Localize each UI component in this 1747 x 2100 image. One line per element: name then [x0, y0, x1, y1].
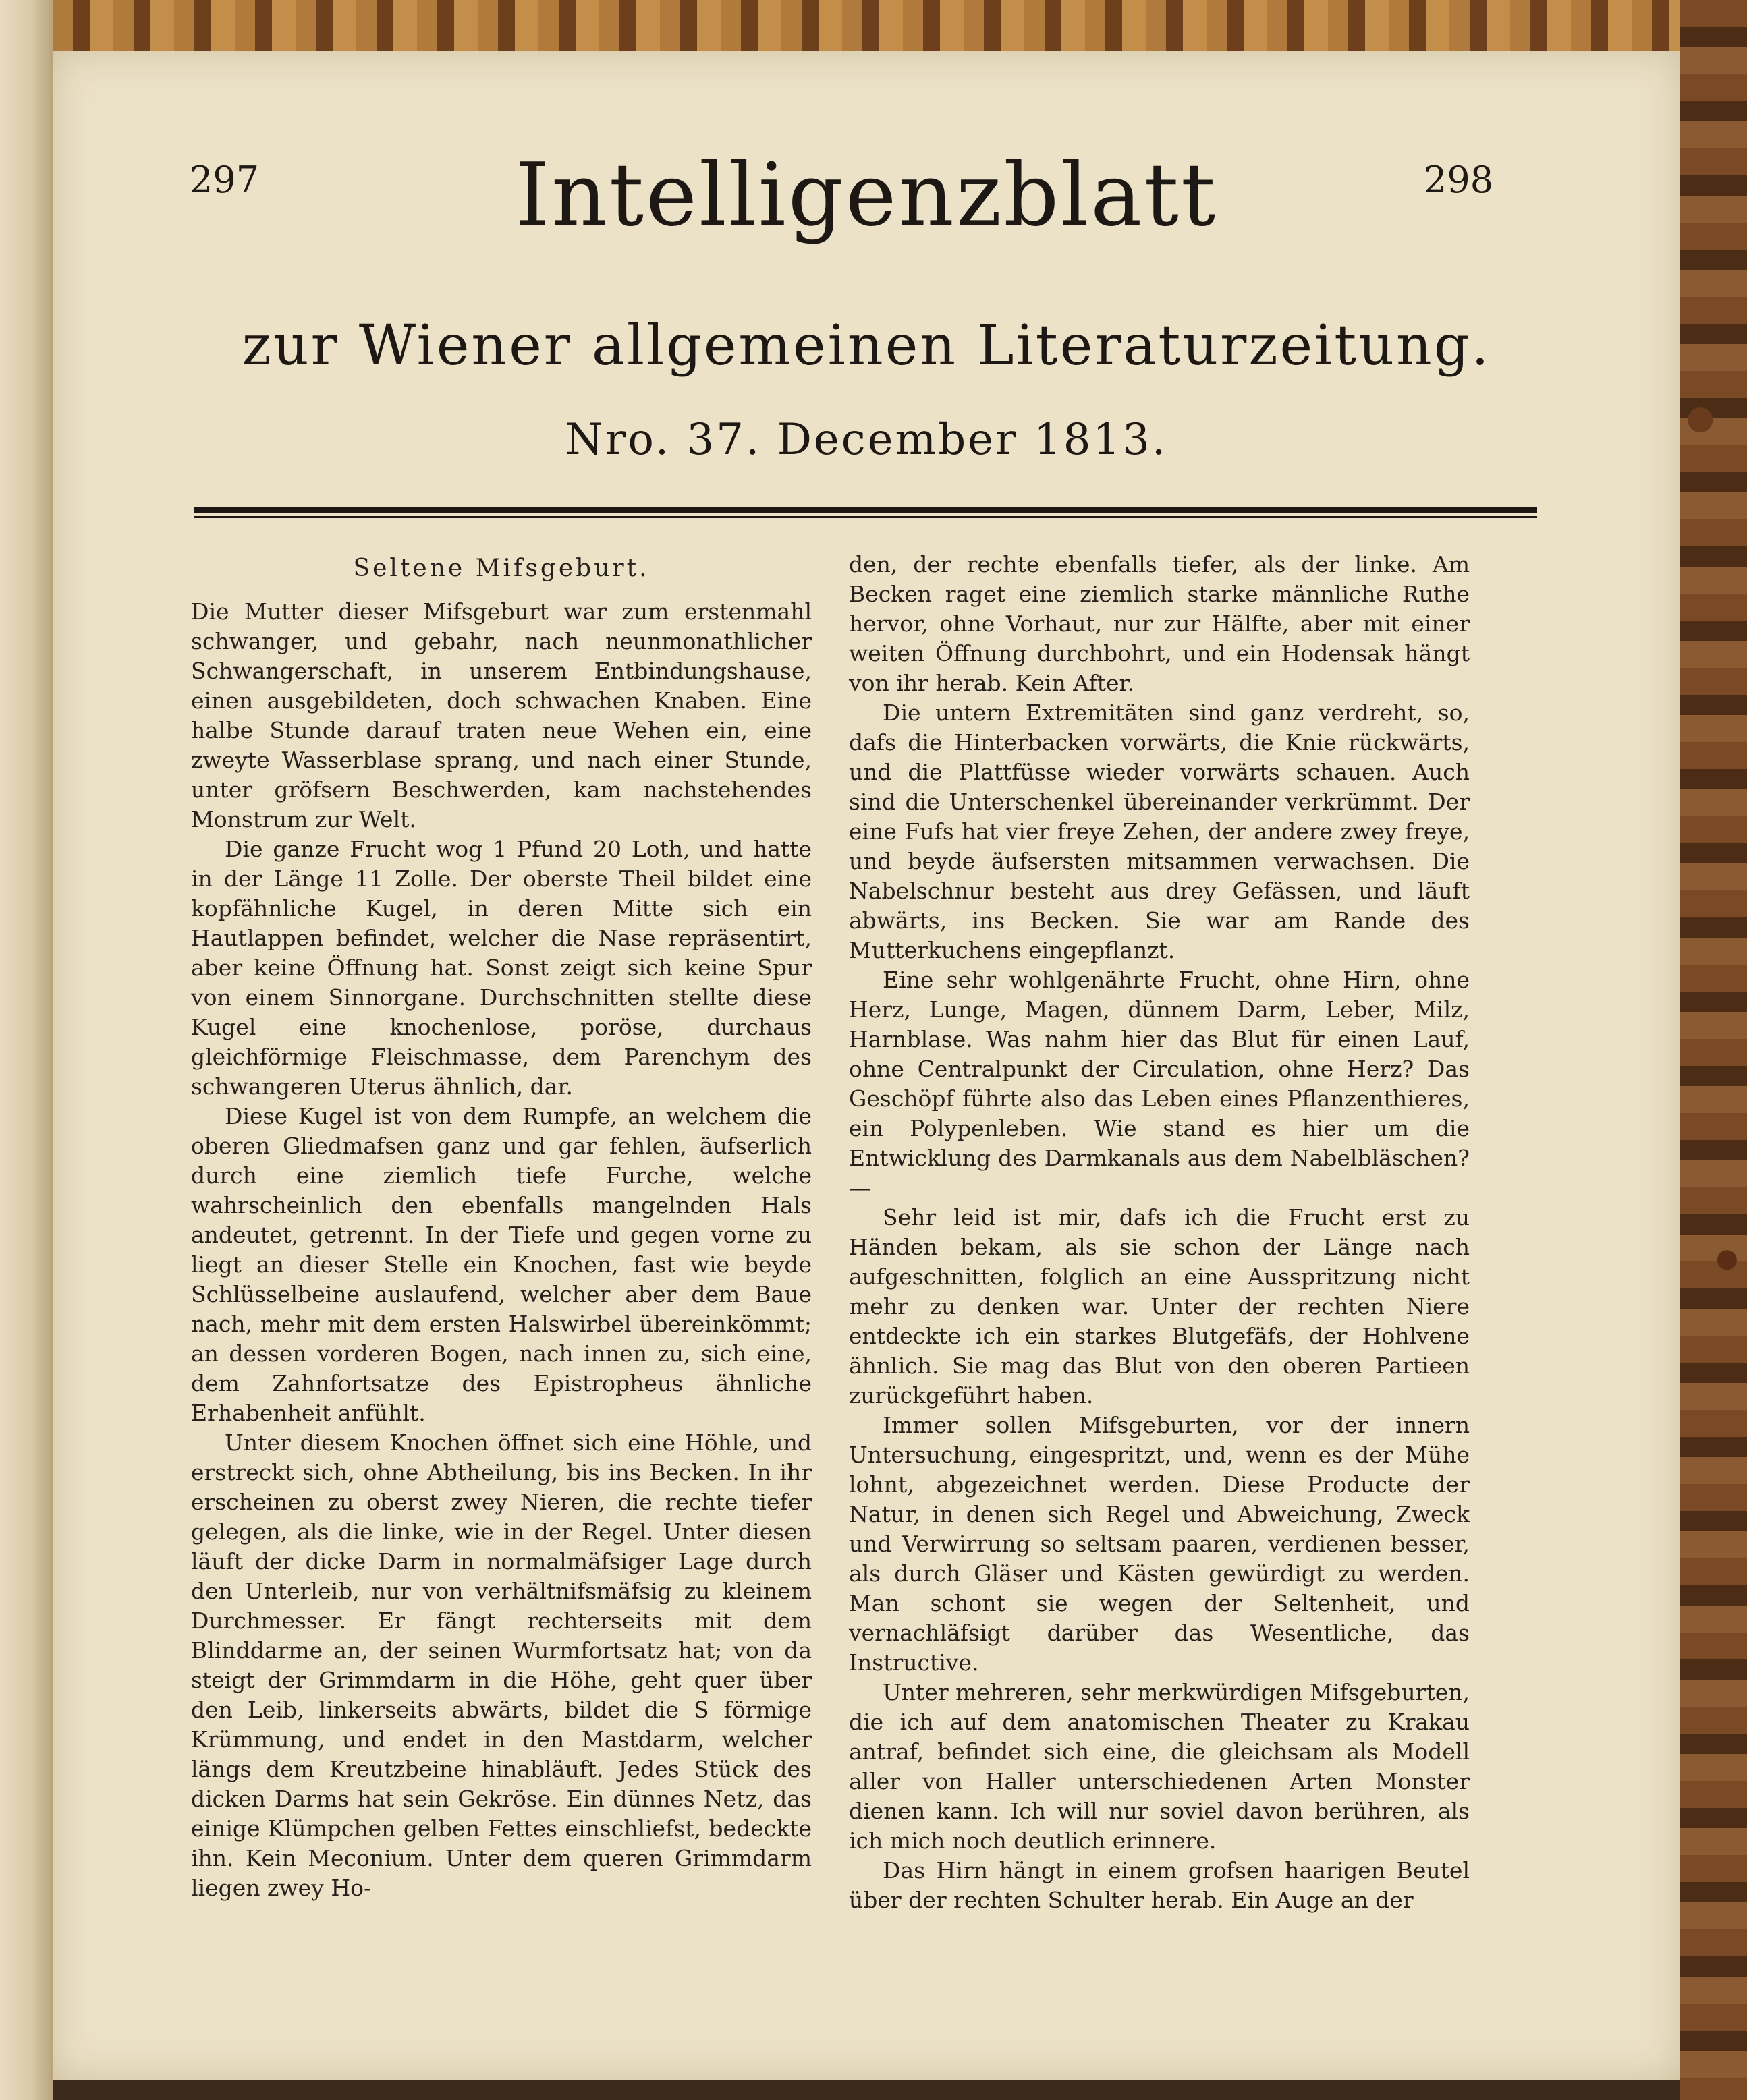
masthead-subtitle: zur Wiener allgemeinen Literaturzeitung. — [242, 314, 1491, 378]
book-cover-top-edge — [53, 0, 1680, 51]
paragraph: Die Mutter dieser Mifsgeburt war zum erstenmahl schwanger, und gebahr, nach neunmonathlicher Schwangerschaft, in unserem Entbindungshause, einen ausgebildeten, doch schwachen Knaben. Eine halbe Stunde darauf traten neue Wehen ein, eine zweyte Wasserblase sprang, und nach einer Stunde, unter gröfsern Beschwerden, kam nachstehendes Monstrum zur Welt. — [191, 598, 812, 832]
paragraph: Das Hirn hängt in einem grofsen haarigen Beutel über der rechten Schulter herab. Ein Auge an der — [849, 1857, 1470, 1913]
paragraph: Diese Kugel ist von dem Rumpfe, an welchem die oberen Gliedmafsen ganz und gar fehlen, äufserlich durch eine ziemlich tiefe Furche, welche wahrscheinlich den ebenfalls mangelnden Hals andeutet, getrennt. In der Tiefe und gegen vorne zu liegt an dieser Stelle ein Knochen, fast wie beyde Schlüsselbeine auslaufend, welcher aber dem Baue nach, mehr mit dem ersten Halswirbel übereinkömmt; an dessen vorderen Bogen, nach innen zu, sich eine, dem Zahnfortsatze des Epistropheus ähnliche Erhabenheit anfühlt. — [191, 1103, 812, 1426]
page-number-left: 297 — [190, 159, 260, 201]
paragraph: Die ganze Frucht wog 1 Pfund 20 Loth, und hatte in der Länge 11 Zolle. Der oberste Theil bildet eine kopfähnliche Kugel, in deren Mitte sich ein Hautlappen befindet, welcher die Nase repräsentirt, aber keine Öffnung hat. Sonst zeigt sich keine Spur von einem Sinnorgane. Durchschnitten stellte diese Kugel eine knochenlose, poröse, durchaus gleichförmige Fleischmasse, dem Parenchym des schwangeren Uterus ähnlich, dar. — [191, 836, 812, 1100]
paragraph: Unter diesem Knochen öffnet sich eine Höhle, und erstreckt sich, ohne Abtheilung, bis ins Becken. In ihr erscheinen zu oberst zwey Nieren, die rechte tiefer gelegen, als die linke, wie in der Regel. Unter diesen läuft der dicke Darm in normalmäfsiger Lage durch den Unterleib, nur von verhältnifsmäfsig zu kleinem Durchmesser. Er fängt rechterseits mit dem Blinddarme an, der seinen Wurmfortsatz hat; von da steigt der Grimmdarm in die Höhe, geht quer über den Leib, linkerseits abwärts, bildet die S förmige Krümmung, und endet in den Mastdarm, welcher längs dem Kreutzbeine hinabläuft. Jedes Stück des dicken Darms hat sein Gekröse. Ein dünnes Netz, das einige Klümpchen gelben Fettes einschliefst, bedeckte ihn. Kein Meconium. Unter dem queren Grimmdarm liegen zwey Ho- — [191, 1429, 812, 1901]
paragraph: den, der rechte ebenfalls tiefer, als der linke. Am Becken raget eine ziemlich starke männliche Ruthe hervor, ohne Vorhaut, nur zur Hälfte, aber mit einer weiten Öffnung durchbohrt, und ein Hodensak hängt von ihr herab. Kein After. — [849, 551, 1470, 696]
text-column-left — [191, 550, 812, 1903]
text-column-right — [849, 550, 1470, 1915]
newspaper-page — [53, 51, 1680, 2080]
paragraph: Eine sehr wohlgenährte Frucht, ohne Hirn, ohne Herz, Lunge, Magen, dünnem Darm, Leber, Milz, Harnblase. Was nahm hier das Blut für einen Lauf, ohne Centralpunkt der Circulation, ohne Herz? Das Geschöpf führte also das Leben eines Pflanzenthieres, ein Polypenleben. Wie stand es hier um die Entwicklung des Darmkanals aus dem Nabelbläschen? — — [849, 967, 1470, 1201]
paragraph: Unter mehreren, sehr merkwürdigen Mifsgeburten, die ich auf dem anatomischen Theater zu Krakau antraf, befindet sich eine, die gleichsam als Modell aller von Haller unterschiedenen Arten Monster dienen kann. Ich will nur soviel davon berühren, als ich mich noch deutlich erinnere. — [849, 1679, 1470, 1854]
paragraph: Sehr leid ist mir, dafs ich die Frucht erst zu Händen bekam, als sie schon der Länge nach aufgeschnitten, folglich an eine Ausspritzung nicht mehr zu denken war. Unter der rechten Niere entdeckte ich ein starkes Blutgefäfs, der Hohlvene ähnlich. Sie mag das Blut von den oberen Partieen zurückgeführt haben. — [849, 1204, 1470, 1409]
book-cover-right-edge — [1680, 0, 1747, 2100]
header-rule — [194, 507, 1537, 513]
page-number-right: 298 — [1424, 159, 1494, 201]
masthead-title: Intelligenzblatt — [515, 145, 1218, 246]
book-cover-left-edge — [0, 0, 53, 2100]
article-heading: Seltene Mifsgeburt. — [353, 555, 650, 582]
paragraph: Immer sollen Mifsgeburten, vor der innern Untersuchung, eingespritzt, und, wenn es der Mühe lohnt, abgezeichnet werden. Diese Producte der Natur, in denen sich Regel und Abweichung, Zweck und Verwirrung so seltsam paaren, verdienen besser, als durch Gläser und Kästen gewürdigt zu werden. Man schont sie wegen der Seltenheit, und vernachläfsigt darüber das Wesentliche, das Instructive. — [849, 1412, 1470, 1676]
paragraph: Die untern Extremitäten sind ganz verdreht, so, dafs die Hinterbacken vorwärts, die Knie rückwärts, und die Plattfüsse wieder vorwärts schauen. Auch sind die Unterschenkel übereinander verkrümmt. Der eine Fufs hat vier freye Zehen, der andere zwey freye, und beyde äufsersten mitsammen verwachsen. Die Nabelschnur besteht aus drey Gefässen, und läuft abwärts, ins Becken. Sie war am Rande des Mutterkuchens eingepflanzt. — [849, 700, 1470, 963]
issue-line: Nro. 37. December 1813. — [565, 415, 1168, 465]
header-rule-thin — [194, 516, 1537, 518]
